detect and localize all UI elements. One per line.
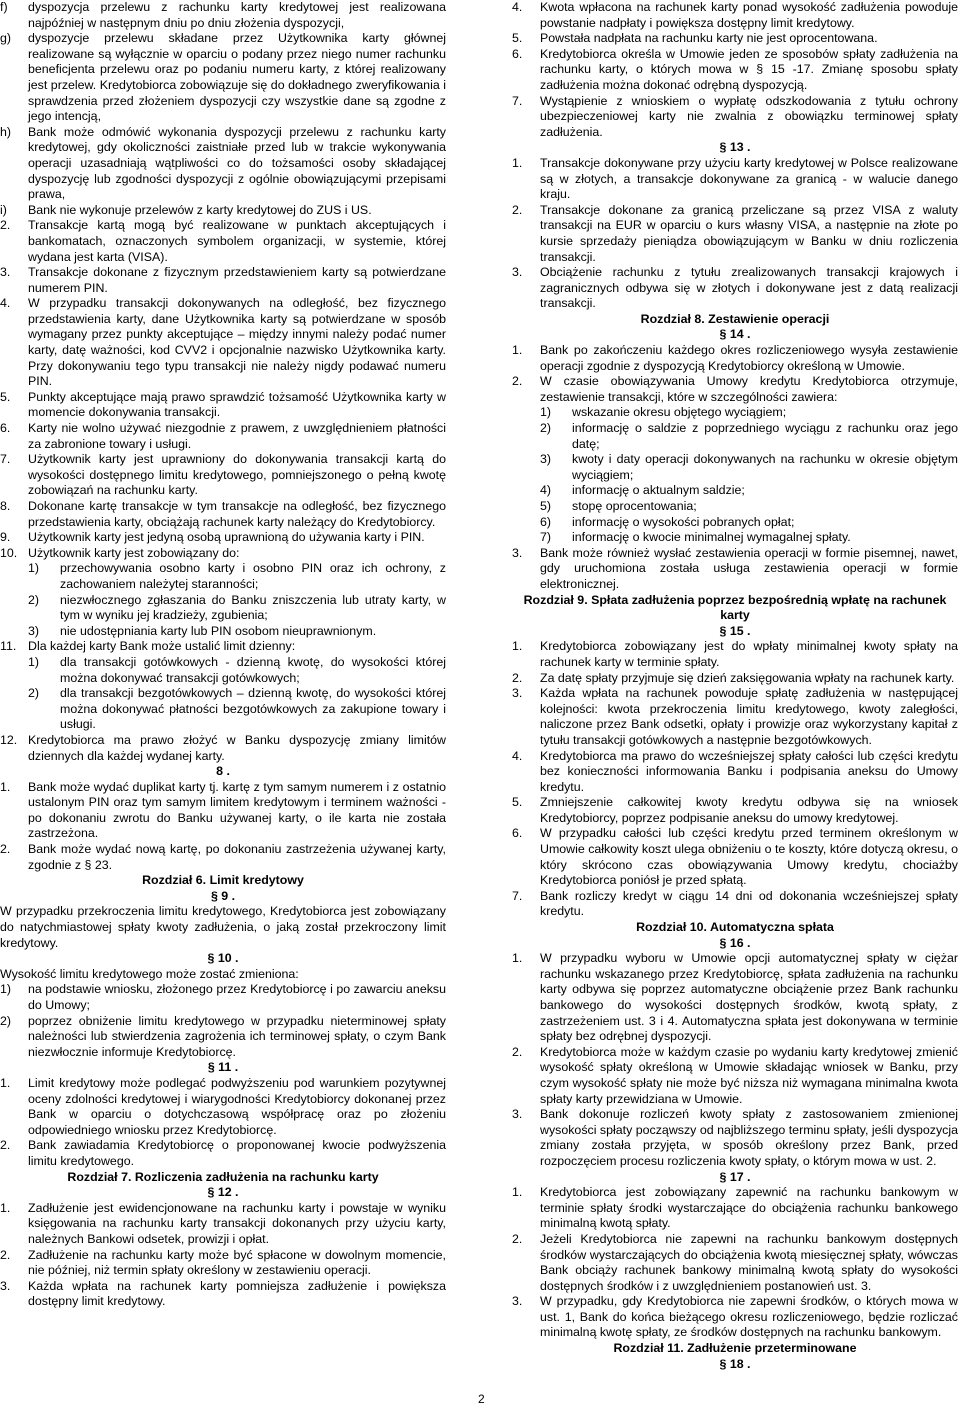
- item-text: Kredytobiorca może w każdym czasie po wydaniu karty kredytowej zmienić wysokość spłaty określoną w Umowie składając wniosek w Banku, przy czym wysokość spłaty nie może być niższa niż wymagana minimalna kwota spłaty karty przewidziana w Umowie.: [540, 1044, 958, 1106]
- item-text: Obciążenie rachunku z tytułu zrealizowanych transakcji krajowych i zagranicznych odbywa się w złotych i dokonywane jest z datą realizacji transakcji.: [540, 265, 958, 311]
- item-number: 1): [0, 982, 12, 997]
- item-text: informację o kwocie minimalnej wymagalnej spłaty.: [572, 530, 851, 545]
- item-number: g): [0, 31, 12, 46]
- list-item: [0, 218, 446, 265]
- item-number: 2.: [512, 1231, 523, 1246]
- item-text: Kwota wpłacona na rachunek karty ponad wysokość zadłużenia powoduje powstanie nadpłaty i powiększa dostępny limit kredytowy.: [540, 0, 958, 30]
- list-item: [512, 47, 958, 94]
- item-text: stopę oprocentowania;: [572, 499, 697, 513]
- item-number: 1.: [512, 1185, 523, 1200]
- item-number: 3.: [0, 1278, 11, 1293]
- list-item: [0, 125, 446, 203]
- item-number: 9.: [0, 530, 11, 545]
- list-item: [512, 1045, 958, 1107]
- item-text: dyspozycja przelewu z rachunku karty kredytowej jest realizowana najpóźniej w następnym dniu po dniu złożenia dyspozycji,: [28, 0, 446, 30]
- item-number: h): [0, 124, 12, 139]
- item-text: W przypadku całości lub części kredytu przed terminem określonym w Umowie całkowity koszt ulega obniżeniu o te koszty, które dotyczą okresu, o który skrócono czas obowiązywania Umowy kredytu, chociażby Kredytobiorca poniósł je przed spłatą.: [540, 826, 958, 888]
- section-number: § 9 .: [210, 888, 236, 903]
- list-item: [512, 1232, 958, 1294]
- item-text: kwoty i daty operacji dokonywanych na rachunku w okresie objętym wyciągiem;: [572, 452, 958, 482]
- item-text: Bank rozliczy kredyt w ciągu 14 dni od dokonania wcześniejszej spłaty kredytu.: [540, 888, 958, 919]
- list-item: [512, 686, 958, 748]
- item-text: Kredytobiorca ma prawo do wcześniejszej spłaty całości lub części kredytu bez konieczności informowania Banku i podpisania aneksu do Umowy kredytu.: [540, 748, 958, 794]
- list-item: [512, 31, 958, 47]
- chapter-heading: Rozdział 9. Spłata zadłużenia poprzez bezpośrednią wpłatę na rachunek karty: [523, 592, 947, 623]
- item-text: Dokonane kartę transakcje w tym transakcje na odległość, bez fizycznego przedstawienia karty, obciążają rachunek karty należący do Kredytobiorcy.: [28, 499, 446, 529]
- sub-list-item: [512, 530, 958, 546]
- list-item: [0, 1138, 446, 1169]
- item-number: 7.: [512, 888, 523, 903]
- list-item: [512, 0, 958, 31]
- item-text: Użytkownik karty jest jedyną osobą uprawnioną do używania karty i PIN.: [28, 530, 425, 545]
- item-text: Punkty akceptujące mają prawo sprawdzić tożsamość Użytkownika karty w momencie dokonywania transakcji.: [28, 389, 446, 420]
- item-number: 2.: [0, 1247, 11, 1262]
- item-text: dla transakcji gotówkowych - dzienną kwotę, do wysokości której można dokonywać transakcji gotówkowych;: [60, 654, 446, 685]
- item-text: dla transakcji bezgotówkowych – dzienną kwotę, do wysokości której można dokonywać płatności bezgotówkowych za zakupione towary i usługi.: [60, 686, 446, 732]
- item-number: 3.: [512, 686, 523, 701]
- list-item: [0, 0, 446, 31]
- section-number: § 18 .: [719, 1356, 751, 1371]
- sub-list-item: [512, 421, 958, 452]
- item-number: 1): [28, 561, 40, 576]
- list-item: [0, 499, 446, 530]
- item-number: 3.: [512, 1294, 523, 1309]
- chapter-heading: Rozdział 8. Zestawienie operacji: [640, 311, 830, 326]
- item-number: 1): [540, 405, 552, 420]
- item-text: W czasie obowiązywania Umowy kredytu Kredytobiorca otrzymuje, zestawienie transakcji, które w szczególności zawiera:: [540, 374, 958, 404]
- item-text: Zmniejszenie całkowitej kwoty kredytu odbywa się na wniosek Kredytobiorcy, poprzez podpisanie aneksu do umowy kredytowej.: [540, 795, 958, 825]
- item-text: Bank dokonuje rozliczeń kwoty spłaty z zastosowaniem zmienionej wysokości spłaty począwszy od najbliższego terminu spłaty, jeśli dyspozycja zmiany została przyjęta, w sposób określony przez Bank, przed rozpoczęciem procesu rozliczenia kwoty spłaty, o którym mowa w ust. 2.: [540, 1107, 958, 1168]
- sub-list-item: [512, 452, 958, 483]
- list-item: [512, 156, 958, 203]
- item-text: Użytkownik karty jest zobowiązany do:: [28, 545, 240, 560]
- item-number: 4): [540, 483, 552, 498]
- item-number: 7.: [0, 452, 11, 467]
- section-number: 8 .: [216, 764, 230, 779]
- chapter-heading: Rozdział 7. Rozliczenia zadłużenia na rachunku karty: [67, 1169, 379, 1184]
- item-number: 6): [540, 514, 552, 529]
- item-number: 4.: [512, 0, 523, 14]
- item-text: przechowywania osobno karty i osobno PIN oraz ich ochrony, z zachowaniem należytej staranności;: [60, 561, 446, 591]
- item-text: Kredytobiorca określa w Umowie jeden ze sposobów spłaty zadłużenia na rachunku karty, o których mowa w § 15 -17. Zmianę sposobu spłaty zadłużenia można dokonać odrębną dyspozycją.: [540, 46, 958, 92]
- item-number: 2): [0, 1013, 12, 1028]
- item-number: 7): [540, 530, 552, 545]
- item-number: f): [0, 0, 8, 14]
- chapter-heading: Rozdział 6. Limit kredytowy: [142, 873, 304, 888]
- item-text: Limit kredytowy może podlegać podwyższeniu pod warunkiem pozytywnej oceny zdolności kredytowej i wiarygodności Kredytobiorcy dokonanej przez Bank w oparciu o dotychczasową współpracę oraz po złożeniu odpowiedniego wniosku przez Kredytobiorcę.: [28, 1075, 446, 1137]
- section-number: § 16 .: [719, 935, 751, 950]
- section-number: § 10 .: [207, 951, 239, 966]
- list-item: [512, 795, 958, 826]
- item-text: Transakcje dokonywane przy użyciu karty kredytowej w Polsce realizowane są w złotych, a transakcje dokonywane za granicą - w walucie danego kraju.: [540, 155, 958, 202]
- list-item: [0, 421, 446, 452]
- item-number: 2.: [512, 1044, 523, 1059]
- item-text: Transakcje dokonane za granicą przeliczane są przez VISA z waluty transakcji na EUR w oparciu o kurs własny VISA, a następnie na złote po kursie sprzedaży pieniądza obowiązującym w Banku w dniu rozliczenia transakcji.: [540, 202, 958, 264]
- item-number: 11.: [0, 639, 17, 654]
- list-item: [0, 530, 446, 546]
- item-text: informację o wysokości pobranych opłat;: [572, 514, 795, 529]
- item-number: 3): [540, 452, 552, 467]
- sub-list-item: [512, 483, 958, 499]
- section-number: § 17 .: [719, 1169, 751, 1184]
- item-number: 2.: [0, 842, 11, 857]
- item-text: Każda wpłata na rachunek karty pomniejsza zadłużenie i powiększa dostępny limit kredytowy.: [28, 1278, 446, 1309]
- item-text: Powstała nadpłata na rachunku karty nie jest oprocentowana.: [540, 31, 878, 46]
- list-item: [512, 639, 958, 670]
- item-number: 6.: [512, 46, 523, 61]
- item-number: 2.: [0, 1138, 11, 1153]
- item-text: Użytkownik karty jest uprawniony do dokonywania transakcji kartą do wysokości dostępnego limitu kredytowego, pomniejszonego o pełną kwotę zobowiązań na rachunku karty.: [28, 452, 446, 498]
- item-text: Zadłużenie jest ewidencjonowane na rachunku karty i powstaje w wyniku księgowania na rachunku karty transakcji dokonanych przy użyciu karty, należnych Bankowi odsetek, prowizji i opłat.: [28, 1200, 446, 1246]
- list-item: [0, 546, 446, 562]
- list-item: [0, 203, 446, 219]
- item-number: 3.: [512, 1107, 523, 1122]
- chapter-heading: Rozdział 11. Zadłużenie przeterminowane: [613, 1341, 857, 1356]
- list-item: [0, 265, 446, 296]
- item-number: 12.: [0, 732, 18, 747]
- list-item: [0, 1279, 446, 1310]
- item-number: 1.: [512, 951, 523, 966]
- item-number: 2.: [512, 202, 523, 217]
- item-number: 1): [28, 654, 40, 669]
- item-text: informację o aktualnym saldzie;: [572, 483, 745, 498]
- paragraph: Wysokość limitu kredytowego może zostać zmieniona:: [0, 966, 299, 981]
- item-text: Bank po zakończeniu każdego okres rozliczeniowego wysyła zestawienie operacji zgodnie z dyspozycją Kredytobiorcy określoną w Umowie.: [540, 343, 958, 373]
- sub-list-item: [512, 405, 958, 421]
- item-text: Kredytobiorca ma prawo złożyć w Banku dyspozycję zmiany limitów dziennych dla każdej wydanej karty.: [28, 732, 446, 763]
- list-item: [512, 826, 958, 888]
- item-number: 2.: [512, 670, 523, 685]
- list-item: [512, 671, 958, 687]
- item-text: Bank może wydać duplikat karty tj. kartę z tym samym numerem i z ostatnio ustalonym PIN oraz tym samym limitem kredytowym i terminem ważności - po dokonaniu zwrotu do Banku używanej karty, o ile karta nie została zastrzeżona.: [28, 779, 446, 841]
- item-number: 1.: [512, 343, 523, 358]
- item-text: poprzez obniżenie limitu kredytowego w przypadku nieterminowej spłaty należności lub stwierdzenia zagrożenia ich terminowej spłaty, o czym Bank niezwłocznie informuje Kredytobiorcę.: [28, 1013, 446, 1059]
- list-item: [0, 452, 446, 499]
- item-number: 1.: [512, 155, 523, 170]
- list-item: [512, 1107, 958, 1169]
- left-column: [0, 0, 446, 1310]
- item-number: 5.: [512, 31, 523, 46]
- item-text: Wystąpienie z wnioskiem o wypłatę odszkodowania z tytułu ochrony ubezpieczeniowej karty nie zwalnia z obowiązku terminowej spłaty zadłużenia.: [540, 93, 958, 139]
- sub-list-item: [0, 655, 446, 686]
- list-item: [0, 982, 446, 1013]
- list-item: [0, 733, 446, 764]
- item-text: Bank nie wykonuje przelewów z karty kredytowej do ZUS i US.: [28, 202, 372, 217]
- item-text: Kredytobiorca zobowiązany jest do wpłaty minimalnej kwoty spłaty na rachunek karty w terminie spłaty.: [540, 639, 958, 669]
- list-item: [0, 1248, 446, 1279]
- item-number: 3.: [0, 265, 11, 280]
- list-item: [0, 1014, 446, 1061]
- right-column: [512, 0, 958, 1372]
- page-number: 2: [478, 1392, 485, 1406]
- list-item: [0, 296, 446, 390]
- list-item: [512, 343, 958, 374]
- section-number: § 12 .: [207, 1185, 239, 1200]
- item-text: Jeżeli Kredytobiorca nie zapewni na rachunku bankowym dostępnych środków wystarczających do obciążenia kwotą miesięcznej spłaty, wówczas Bank obciąży rachunek bankowy minimalną kwotą spłaty do wysokości dostępnych środków i z uwzględnieniem postanowień ust. 3.: [540, 1231, 958, 1293]
- item-text: informację o saldzie z poprzedniego wyciągu z rachunku oraz jego datę;: [572, 421, 958, 451]
- list-item: [512, 951, 958, 1045]
- item-number: 5): [540, 499, 552, 513]
- item-number: 2.: [512, 374, 523, 389]
- list-item: [512, 889, 958, 920]
- item-number: 3): [28, 623, 40, 638]
- list-item: [512, 374, 958, 405]
- list-item: [512, 749, 958, 796]
- item-number: 7.: [512, 93, 523, 108]
- list-item: [512, 265, 958, 312]
- sub-list-item: [0, 686, 446, 733]
- list-item: [512, 1185, 958, 1232]
- section-number: § 11 .: [207, 1060, 239, 1075]
- paragraph: W przypadku przekroczenia limitu kredytowego, Kredytobiorca jest zobowiązany do natychmiastowej spłaty kwoty zadłużenia, o jaką został przekroczony limit kredytowy.: [0, 904, 446, 950]
- item-text: W przypadku transakcji dokonywanych na odległość, bez fizycznego przedstawienia karty, dane Użytkownika karty są potwierdzane w sposób wymagany przez punkty akceptujące – między innymi należy podać numer karty, datę ważności, kod CVV2 i opcjonalnie nazwisko Użytkownika karty. Przy dokonywaniu tego typu transakcji nie należy nigdy podawać numeru PIN.: [28, 296, 446, 389]
- item-text: niezwłocznego zgłaszania do Banku zniszczenia lub utraty karty, w tym w wyniku jej kradzieży, zgubienia;: [60, 592, 446, 623]
- list-item: [0, 842, 446, 873]
- section-number: § 15 .: [719, 623, 751, 638]
- list-item: [0, 1201, 446, 1248]
- item-text: dyspozycje przelewu składane przez Użytkownika karty głównej realizowane są wyłącznie w oparciu o podany przez niego numer rachunku beneficjenta przelewu oraz po podaniu numeru karty, z której realizowany jest przelew. Kredytobiorca zobowiązuje się do dokładnego zweryfikowania i sprawdzenia przed złożeniem dyspozycji czy wszystkie dane są zgodne z jego intencją,: [28, 31, 446, 124]
- item-number: i): [0, 202, 7, 217]
- item-text: W przypadku wyboru w Umowie opcji automatycznej spłaty w ciężar rachunku wskazanego przez Kredytobiorcę, spłata zadłużenia na rachunku karty odbywa się poprzez automatyczne obciążenie przez Bank rachunku bankowego do wysokości dostępnych środków, kwotą spłaty, z zastrzeżeniem ust. 3 i 4. Automatyczna spłata jest dokonywana w terminie spłaty bez odrębnej dyspozycji.: [540, 951, 958, 1044]
- item-text: Za datę spłaty przyjmuje się dzień zaksięgowania wpłaty na rachunek karty.: [540, 670, 955, 685]
- list-item: [512, 94, 958, 141]
- item-text: Bank może odmówić wykonania dyspozycji przelewu z rachunku karty kredytowej, gdy okoliczności zaistniałe przed lub w trakcie wykonywania operacji uzasadniają wątpliwości co do tożsamości osoby składającej dyspozycję lub zgodności dyspozycji z ogólnie obowiązującymi przepisami prawa,: [28, 124, 446, 202]
- chapter-heading: Rozdział 10. Automatyczna spłata: [636, 920, 834, 935]
- item-text: Bank zawiadamia Kredytobiorcę o proponowanej kwocie podwyższenia limitu kredytowego.: [28, 1138, 446, 1168]
- item-number: 2): [28, 592, 40, 607]
- item-number: 5.: [512, 795, 523, 810]
- list-item: [512, 546, 958, 593]
- item-number: 8.: [0, 499, 11, 513]
- list-item: [0, 639, 446, 655]
- item-number: 2): [540, 421, 552, 436]
- sub-list-item: [512, 515, 958, 531]
- section-number: § 14 .: [719, 327, 751, 342]
- item-text: Bank może wydać nową kartę, po dokonaniu zastrzeżenia używanej karty, zgodnie z § 23.: [28, 842, 446, 872]
- item-text: Zadłużenie na rachunku karty może być spłacone w dowolnym momencie, nie później, niż termin spłaty określony w zestawieniu operacji.: [28, 1247, 446, 1278]
- item-number: 1.: [0, 1075, 11, 1090]
- item-number: 3.: [512, 265, 523, 280]
- item-text: Transakcje kartą mogą być realizowane w punktach akceptujących i bankomatach, oznaczonych symbolem organizacji, w systemie, której wydana jest karta (VISA).: [28, 218, 446, 264]
- item-number: 4.: [512, 748, 523, 763]
- sub-list-item: [0, 624, 446, 640]
- item-number: 3.: [512, 545, 523, 560]
- list-item: [0, 1076, 446, 1138]
- item-text: nie udostępniania karty lub PIN osobom nieuprawnionym.: [60, 623, 377, 638]
- list-item: [0, 780, 446, 842]
- item-number: 1.: [512, 639, 523, 654]
- item-text: Karty nie wolno używać niezgodnie z prawem, z uwzględnieniem płatności za zabronione towary i usługi.: [28, 421, 446, 451]
- item-text: wskazanie okresu objętego wyciągiem;: [572, 405, 787, 420]
- item-text: Kredytobiorca jest zobowiązany zapewnić na rachunku bankowym w terminie spłaty środki wystarczające do obciążenia rachunku bankowego minimalną kwotą spłaty.: [540, 1185, 958, 1231]
- item-number: 2.: [0, 218, 11, 233]
- sub-list-item: [512, 499, 958, 515]
- item-text: Dla każdej karty Bank może ustalić limit dzienny:: [28, 639, 296, 654]
- list-item: [512, 203, 958, 265]
- list-item: [512, 1294, 958, 1341]
- item-number: 1.: [0, 1200, 11, 1215]
- list-item: [0, 390, 446, 421]
- item-number: 4.: [0, 296, 11, 311]
- item-text: Transakcje dokonane z fizycznym przedstawieniem karty są potwierdzane numerem PIN.: [28, 265, 446, 295]
- list-item: [0, 31, 446, 125]
- sub-list-item: [0, 561, 446, 592]
- item-text: Każda wpłata na rachunek powoduje spłatę zadłużenia w następującej kolejności: kwota przekroczenia limitu kredytowego, kwoty zaległości, naliczone przez Bank odsetki, opłaty i prowizje oraz wykorzystany kapitał z tytułu transakcji gotówkowych a następnie bezgotówkowych.: [540, 686, 958, 747]
- item-number: 2): [28, 686, 40, 701]
- item-number: 6.: [512, 826, 523, 841]
- section-number: § 13 .: [719, 140, 751, 155]
- item-number: 1.: [0, 779, 11, 794]
- item-text: na podstawie wniosku, złożonego przez Kredytobiorcę i po zawarciu aneksu do Umowy;: [28, 982, 446, 1012]
- sub-list-item: [0, 593, 446, 624]
- item-text: W przypadku, gdy Kredytobiorca nie zapewni środków, o których mowa w ust. 1, Bank do końca bieżącego okresu rozliczeniowego, będzie rozliczać minimalną kwotę spłaty, ze środków dostępnych na rachunku bankowym.: [540, 1294, 958, 1340]
- item-number: 10.: [0, 545, 18, 560]
- item-number: 5.: [0, 389, 11, 404]
- item-number: 6.: [0, 421, 11, 436]
- item-text: Bank może również wysłać zestawienia operacji w formie pisemnej, nawet, gdy uruchomiona została usługa zestawienia operacji w formie elektronicznej.: [540, 545, 958, 591]
